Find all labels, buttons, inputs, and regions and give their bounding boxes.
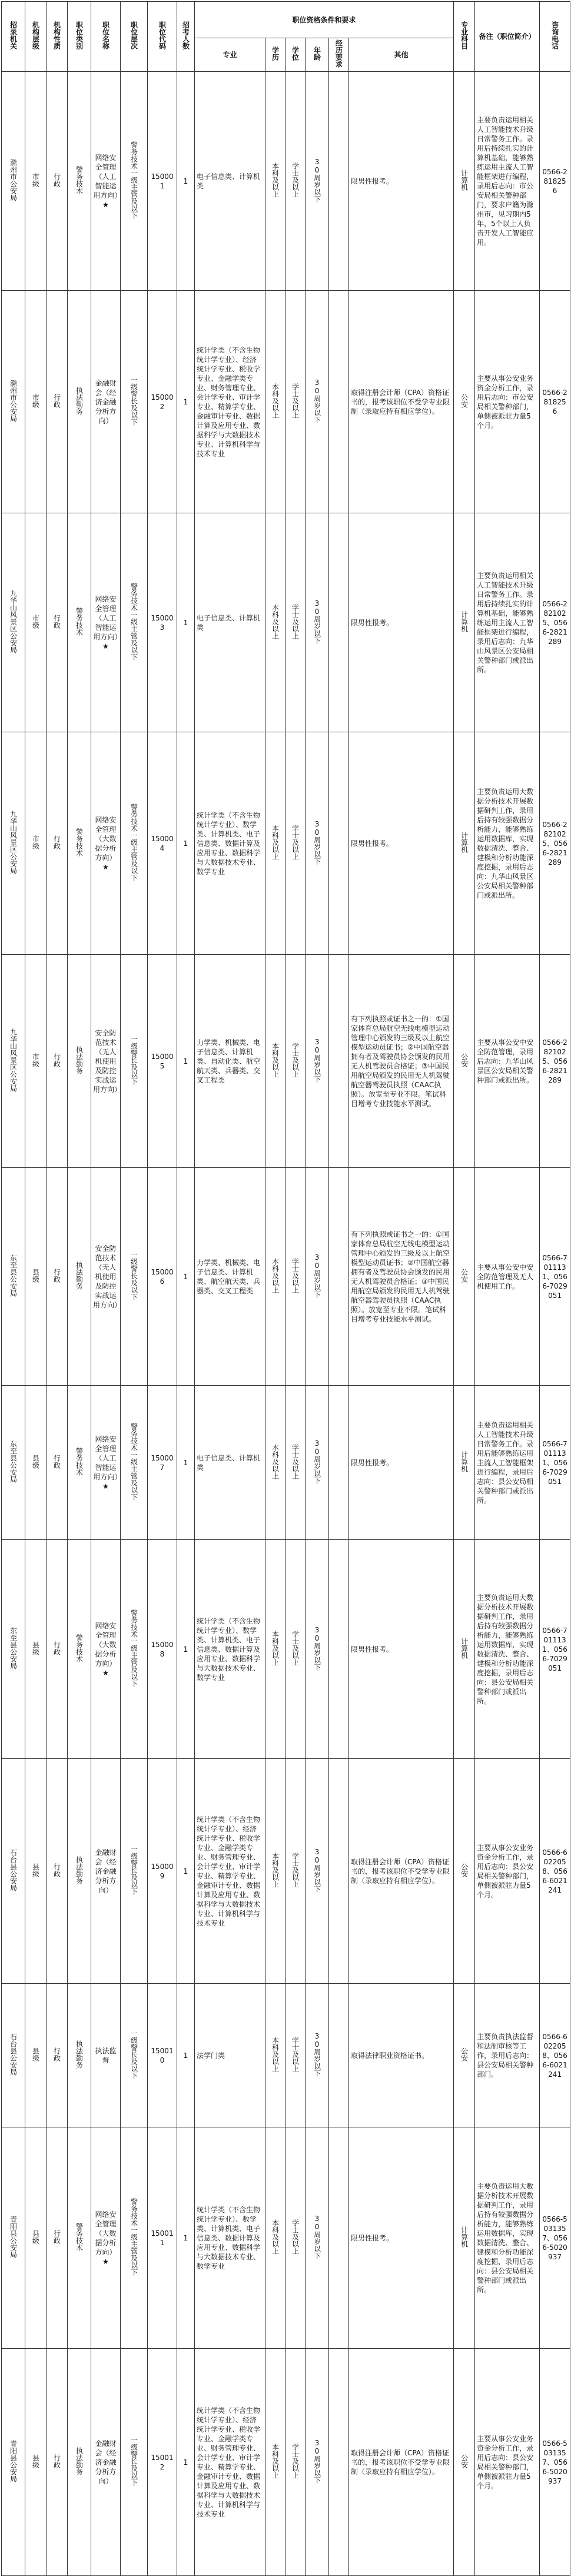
cell-age: 30周岁以下	[306, 1540, 329, 1759]
cell-name: 金融财会（经济金融分析方向）	[91, 1759, 121, 1984]
table-row	[2, 1386, 570, 1540]
cell-exam: 计算机	[454, 732, 475, 955]
cell-remarks: 主要从事公安业务资金分析工作，录用后志向：县公安局相关警种部门，单侧被派驻力量5个月。	[475, 1759, 540, 1984]
cell-position-level: 警务技术一级主管及以下	[121, 2127, 148, 2349]
cell-type: 警务技术	[68, 513, 91, 732]
header-position-name: 职位名称	[91, 2, 121, 72]
cell-other: 限男性报考。	[349, 1386, 454, 1540]
header-age: 年龄	[306, 38, 329, 72]
cell-count: 1	[177, 955, 195, 1168]
cell-count: 1	[177, 2349, 195, 2576]
cell-remarks: 主要从事公安业务资金分析工作，录用后志向：市公安局相关警种部门，单侧被派驻力量5个月。	[475, 291, 540, 513]
cell-exam: 公安	[454, 1759, 475, 1984]
cell-education: 本科及以上	[265, 2127, 286, 2349]
cell-degree: 学士及以上	[286, 1168, 306, 1386]
table-row	[2, 513, 570, 732]
cell-education: 本科及以上	[265, 513, 286, 732]
cell-remarks: 主要从事公安业务资金分析工作，录用后志向：县公安局相关警种部门，单侧被派驻力量5个月。	[475, 2349, 540, 2576]
cell-agency: 青阳县公安局	[2, 2127, 25, 2349]
cell-experience	[329, 513, 349, 732]
cell-agency: 九华山风景区公安局	[2, 513, 25, 732]
header-exam-subject: 专业科目	[454, 2, 475, 72]
cell-name: 网络安全管理（人工智能运用方向）★	[91, 1386, 121, 1540]
cell-type: 执法勤务	[68, 1984, 91, 2127]
cell-other: 限男性报考。	[349, 732, 454, 955]
cell-phone: 0566-6022058、0566-6021241	[540, 1759, 570, 1984]
cell-degree: 学士及以上	[286, 2127, 306, 2349]
cell-age: 30周岁以下	[306, 1759, 329, 1984]
cell-age: 30周岁以下	[306, 1386, 329, 1540]
cell-other: 取得注册会计师（CPA）资格证书的，报考该职位不受学专业限制（录取应持有相应学位）。	[349, 291, 454, 513]
cell-major: 力学类、机械类、电子信息类、计算机类、自动化类、航空航天类、兵器类、交叉工程类	[195, 955, 265, 1168]
cell-other: 限男性报考。	[349, 72, 454, 291]
cell-experience	[329, 955, 349, 1168]
cell-type: 警务技术	[68, 1540, 91, 1759]
cell-name: 网络安全管理（人工智能运用方向）★	[91, 513, 121, 732]
cell-count: 1	[177, 72, 195, 291]
cell-other: 限男性报考。	[349, 513, 454, 732]
cell-name: 金融财会（经济金融分析方向）	[91, 2349, 121, 2576]
cell-experience	[329, 1984, 349, 2127]
cell-agency: 滁州市公安局	[2, 291, 25, 513]
cell-age: 30周岁以下	[306, 72, 329, 291]
header-recruit-count: 招考人数	[177, 2, 195, 72]
cell-nature: 行政	[47, 2349, 68, 2576]
cell-type: 执法勤务	[68, 955, 91, 1168]
cell-type: 警务技术	[68, 732, 91, 955]
cell-other: 限男性报考。	[349, 2127, 454, 2349]
cell-remarks: 主要负责运用相关人工智能技术升级日常警务工作。录用后持续扎实的计算机基础，能够熟练运用主流人工智能框架进行编程，录用后志向：九华山风景区公安局相关警种部门或派出所。	[475, 513, 540, 732]
cell-level: 市级	[25, 955, 47, 1168]
cell-code: 150011	[148, 2127, 177, 2349]
cell-other: 取得注册会计师（CPA）资格证书的，报考该职位不受学专业限制（录取应持有相应学位）。	[349, 2349, 454, 2576]
cell-experience	[329, 291, 349, 513]
header-degree: 学位	[286, 38, 306, 72]
cell-phone: 0566-2821025、0566-2821289	[540, 732, 570, 955]
table-row	[2, 72, 570, 291]
cell-code: 150012	[148, 2349, 177, 2576]
cell-agency: 东至县公安局	[2, 1540, 25, 1759]
table-row	[2, 2127, 570, 2349]
cell-other: 取得法律职业资格证书。	[349, 1984, 454, 2127]
cell-exam: 计算机	[454, 1540, 475, 1759]
header-qualifications: 职位资格条件和要求	[195, 2, 454, 38]
cell-education: 本科及以上	[265, 732, 286, 955]
cell-exam: 公安	[454, 1984, 475, 2127]
cell-experience	[329, 732, 349, 955]
cell-count: 1	[177, 291, 195, 513]
header-position-level: 职位层次	[121, 2, 148, 72]
table-row	[2, 1168, 570, 1386]
cell-remarks: 主要负责运用相关人工智能技术升级日常警务工作。录用后持续扎实的计算机基础，能够熟练运用主流人工智能框架进行编程，录用后志向：市公安局相关警种部门，要求户籍为滁州市，见习期内5年，5个以上人负责开发人工智能应用。	[475, 72, 540, 291]
cell-agency: 石台县公安局	[2, 1984, 25, 2127]
cell-position-level: 一级警长及以下	[121, 1168, 148, 1386]
cell-degree: 学士及以上	[286, 72, 306, 291]
cell-type: 警务技术	[68, 72, 91, 291]
cell-type: 执法勤务	[68, 1168, 91, 1386]
cell-nature: 行政	[47, 1540, 68, 1759]
cell-position-level: 一级警长及以下	[121, 1984, 148, 2127]
cell-position-level: 警务技术一级主管及以下	[121, 1386, 148, 1540]
cell-major: 统计学类（不含生物统计学专业）、数学类、计算机类、电子信息类、数据计算及应用专业、数据科学与大数据技术专业、数学专业	[195, 2127, 265, 2349]
cell-phone: 0566-2821025、0566-2821289	[540, 513, 570, 732]
cell-code: 150007	[148, 1386, 177, 1540]
cell-code: 150009	[148, 1759, 177, 1984]
cell-major: 电子信息类、计算机类	[195, 513, 265, 732]
header-experience: 经历要求	[329, 38, 349, 72]
cell-major: 电子信息类、计算机类	[195, 1386, 265, 1540]
cell-level: 市级	[25, 732, 47, 955]
cell-name: 网络安全管理（大数据分析方向）★	[91, 1540, 121, 1759]
cell-education: 本科及以上	[265, 1984, 286, 2127]
cell-name: 执法监督	[91, 1984, 121, 2127]
cell-nature: 行政	[47, 1168, 68, 1386]
cell-other: 有下列执照或证书之一的：①国家体育总局航空无线电模型运动管理中心颁发的三级及以上航空模型运动员证书；②中国航空器拥有者及驾驶员协会颁发的民用无人机驾驶员合格证；③中国民用航空局颁发的民用无人机驾驶航空器驾驶员执照（CAAC执照）。放宽至专业不限。笔试科目增考专业技能水平测试。	[349, 1168, 454, 1386]
cell-exam: 公安	[454, 955, 475, 1168]
cell-type: 执法勤务	[68, 291, 91, 513]
cell-phone: 0566-6022058、0566-6021241	[540, 1984, 570, 2127]
cell-position-level: 一级警长及以下	[121, 955, 148, 1168]
cell-agency: 滁州市公安局	[2, 72, 25, 291]
cell-type: 警务技术	[68, 2127, 91, 2349]
cell-position-level: 一级警长及以下	[121, 291, 148, 513]
cell-level: 县级	[25, 1540, 47, 1759]
cell-experience	[329, 72, 349, 291]
cell-phone: 0566-7011131、0566-7029051	[540, 1168, 570, 1386]
cell-name: 网络安全管理（人工智能运用方向）★	[91, 72, 121, 291]
table-row	[2, 291, 570, 513]
cell-count: 1	[177, 1386, 195, 1540]
cell-degree: 学士及以上	[286, 1386, 306, 1540]
cell-name: 网络安全管理（大数据分析方向）★	[91, 2127, 121, 2349]
cell-major: 电子信息类、计算机类	[195, 72, 265, 291]
cell-code: 150006	[148, 1168, 177, 1386]
cell-type: 警务技术	[68, 1386, 91, 1540]
cell-age: 30周岁以下	[306, 513, 329, 732]
cell-phone: 0566-5031357、0566-5020937	[540, 2127, 570, 2349]
cell-agency: 九华山风景区公安局	[2, 732, 25, 955]
cell-exam: 公安	[454, 1168, 475, 1386]
cell-remarks: 主要负责运用相关人工智能技术升级日常警务工作。录用后能够熟练运用主流人工智能框架进行编程，录用后志向：县公安局相关警种部门或派出所。	[475, 1386, 540, 1540]
cell-level: 县级	[25, 1984, 47, 2127]
cell-education: 本科及以上	[265, 72, 286, 291]
cell-agency: 青阳县公安局	[2, 2349, 25, 2576]
cell-exam: 公安	[454, 2349, 475, 2576]
cell-remarks: 主要从事公安中安全防范管理，录用后志向：九华山风景区公安局相关警种部门或派出所。	[475, 955, 540, 1168]
cell-major: 统计学类（不含生物统计学专业）、数学类、计算机类、电子信息类、数据计算及应用专业、数据科学与大数据技术专业、数学专业	[195, 1540, 265, 1759]
cell-level: 县级	[25, 1386, 47, 1540]
cell-experience	[329, 1168, 349, 1386]
cell-other: 有下列执照或证书之一的：①国家体育总局航空无线电模型运动管理中心颁发的三级及以上航空模型运动员证书；②中国航空器拥有者及驾驶员协会颁发的民用无人机驾驶员合格证；③中国民用航空局颁发的民用无人机驾驶航空器驾驶员执照（CAAC执照）。放宽至专业不限。笔试科目增考专业技能水平测试。	[349, 955, 454, 1168]
cell-degree: 学士及以上	[286, 291, 306, 513]
cell-phone: 0566-2821025、0566-2821289	[540, 955, 570, 1168]
cell-phone: 0566-7011131、0566-7029051	[540, 1386, 570, 1540]
cell-agency: 石台县公安局	[2, 1759, 25, 1984]
table-body	[2, 72, 570, 2576]
cell-experience	[329, 1540, 349, 1759]
cell-exam: 计算机	[454, 1386, 475, 1540]
cell-exam: 计算机	[454, 513, 475, 732]
cell-age: 30周岁以下	[306, 2349, 329, 2576]
cell-remarks: 主要负责运用大数据分析技术开展数据研判工作，录用后持有较强数据分析能力，能够熟练运用数据库，实现数据清洗、整合、建模和分析功能深度挖掘，录用后志向：九华山风景区公安局相关警种部门或派出所。	[475, 732, 540, 955]
cell-experience	[329, 1386, 349, 1540]
cell-remarks: 主要从事公安中安全防范管理及无人机使用工作。	[475, 1168, 540, 1386]
cell-level: 市级	[25, 291, 47, 513]
cell-position-level: 警务技术一级主管及以下	[121, 72, 148, 291]
cell-level: 市级	[25, 513, 47, 732]
cell-remarks: 主要负责运用大数据分析技术开展数据研判工作，录用后持有较强数据分析能力，能够熟练运用数据库，实现数据清洗、整合、建模和分析功能深度挖掘，录用后志向：县公安局相关警种部门或派出所。	[475, 1540, 540, 1759]
cell-level: 县级	[25, 1168, 47, 1386]
cell-exam: 公安	[454, 291, 475, 513]
cell-name: 安全防范技术（无人机使用及防控实战运用方向）	[91, 955, 121, 1168]
cell-count: 1	[177, 1759, 195, 1984]
header-remarks: 备注（职位简介）	[475, 2, 540, 72]
table-row	[2, 1984, 570, 2127]
cell-nature: 行政	[47, 513, 68, 732]
cell-major: 法学门类	[195, 1984, 265, 2127]
cell-code: 150001	[148, 72, 177, 291]
cell-experience	[329, 1759, 349, 1984]
cell-type: 执法勤务	[68, 1759, 91, 1984]
cell-major: 统计学类（不含生物统计学专业）、经济统计学专业、税收学专业、金融学类专业、财务管理专业、会计学专业、审计学专业、精算学专业、金融审计专业、数据计算及应用专业、数据科学与大数据技术专业、计算机科学与技术专业	[195, 1759, 265, 1984]
cell-age: 30周岁以下	[306, 732, 329, 955]
cell-position-level: 一级警长及以下	[121, 1759, 148, 1984]
cell-nature: 行政	[47, 72, 68, 291]
cell-phone: 0566-2818256	[540, 291, 570, 513]
cell-type: 执法勤务	[68, 2349, 91, 2576]
cell-code: 150004	[148, 732, 177, 955]
cell-other: 限男性报考。	[349, 1540, 454, 1759]
header-row-1	[2, 2, 570, 38]
cell-remarks: 主要负责执法监督和法制审核等工作，录用后志向：县公安局相关警种部门。	[475, 1984, 540, 2127]
cell-level: 县级	[25, 2127, 47, 2349]
cell-age: 30周岁以下	[306, 955, 329, 1168]
cell-exam: 计算机	[454, 72, 475, 291]
cell-phone: 0566-7011131、0566-7029051	[540, 1540, 570, 1759]
cell-major: 统计学类（不含生物统计学专业）、经济统计学专业、税收学专业、金融学类专业、财务管理专业、会计学专业、审计学专业、精算学专业、金融审计专业、数据计算及应用专业、数据科学与大数据技术专业、计算机科学与技术专业	[195, 291, 265, 513]
cell-education: 本科及以上	[265, 1540, 286, 1759]
cell-degree: 学士及以上	[286, 1984, 306, 2127]
cell-age: 30周岁以下	[306, 291, 329, 513]
cell-count: 1	[177, 1984, 195, 2127]
cell-nature: 行政	[47, 1759, 68, 1984]
cell-position-level: 一级警长及以下	[121, 2349, 148, 2576]
cell-major: 统计学类（不含生物统计学专业）、数学类、计算机类、电子信息类、数据计算及应用专业、数据科学与大数据技术专业、数学专业	[195, 732, 265, 955]
cell-degree: 学士及以上	[286, 1759, 306, 1984]
cell-education: 本科及以上	[265, 955, 286, 1168]
cell-phone: 0566-2818256	[540, 72, 570, 291]
cell-remarks: 主要负责运用大数据分析技术开展数据研判工作，录用后持有较强数据分析能力，能够熟练运用数据库，实现数据清洗、整合、建模和分析功能深度挖掘，录用后志向：县公安局相关警种部门或派出所。	[475, 2127, 540, 2349]
header-position-type: 职位类别	[68, 2, 91, 72]
header-other: 其他	[349, 38, 454, 72]
cell-other: 取得注册会计师（CPA）资格证书的，报考该职位不受学专业限制（录取应持有相应学位）。	[349, 1759, 454, 1984]
cell-age: 30周岁以下	[306, 1168, 329, 1386]
cell-education: 本科及以上	[265, 1168, 286, 1386]
cell-name: 金融财会（经济金融分析方向）	[91, 291, 121, 513]
table-row	[2, 955, 570, 1168]
table-row	[2, 1759, 570, 1984]
header-phone: 咨询电话	[540, 2, 570, 72]
cell-level: 县级	[25, 2349, 47, 2576]
header-agency-nature: 机构性质	[47, 2, 68, 72]
cell-nature: 行政	[47, 1386, 68, 1540]
cell-education: 本科及以上	[265, 291, 286, 513]
cell-position-level: 警务技术一级主管及以下	[121, 1540, 148, 1759]
cell-position-level: 警务技术一级主管及以下	[121, 513, 148, 732]
recruitment-table	[1, 1, 570, 2576]
table-row	[2, 2349, 570, 2576]
table-row	[2, 1540, 570, 1759]
cell-age: 30周岁以下	[306, 1984, 329, 2127]
cell-phone: 0566-5031357、0566-5020937	[540, 2349, 570, 2576]
cell-exam: 计算机	[454, 2127, 475, 2349]
cell-nature: 行政	[47, 291, 68, 513]
cell-major: 统计学类（不含生物统计学专业）、经济统计学专业、税收学专业、金融学类专业、财务管理专业、会计学专业、审计学专业、精算学专业、金融审计专业、数据计算及应用专业、数据科学与大数据技术专业、计算机科学与技术专业	[195, 2349, 265, 2576]
cell-count: 1	[177, 1168, 195, 1386]
cell-count: 1	[177, 513, 195, 732]
cell-level: 县级	[25, 1759, 47, 1984]
cell-nature: 行政	[47, 1984, 68, 2127]
header-education: 学历	[265, 38, 286, 72]
cell-count: 1	[177, 1540, 195, 1759]
cell-code: 150008	[148, 1540, 177, 1759]
cell-count: 1	[177, 2127, 195, 2349]
cell-degree: 学士及以上	[286, 2349, 306, 2576]
cell-agency: 九华山风景区公安局	[2, 955, 25, 1168]
cell-degree: 学士及以上	[286, 1540, 306, 1759]
cell-experience	[329, 2349, 349, 2576]
cell-degree: 学士及以上	[286, 732, 306, 955]
cell-code: 150005	[148, 955, 177, 1168]
cell-code: 150010	[148, 1984, 177, 2127]
header-major: 专业	[195, 38, 265, 72]
cell-degree: 学士及以上	[286, 513, 306, 732]
table-row	[2, 732, 570, 955]
cell-agency: 东至县公安局	[2, 1386, 25, 1540]
cell-experience	[329, 2127, 349, 2349]
cell-agency: 东至县公安局	[2, 1168, 25, 1386]
header-recruit-agency: 招录机关	[2, 2, 25, 72]
cell-age: 30周岁以下	[306, 2127, 329, 2349]
header-agency-level: 机构层级	[25, 2, 47, 72]
cell-nature: 行政	[47, 2127, 68, 2349]
header-position-code: 职位代码	[148, 2, 177, 72]
cell-education: 本科及以上	[265, 1386, 286, 1540]
cell-education: 本科及以上	[265, 2349, 286, 2576]
cell-name: 网络安全管理（大数据分析方向）★	[91, 732, 121, 955]
cell-nature: 行政	[47, 732, 68, 955]
cell-name: 安全防范技术（无人机使用及防控实战运用方向）	[91, 1168, 121, 1386]
cell-nature: 行政	[47, 955, 68, 1168]
cell-count: 1	[177, 732, 195, 955]
cell-degree: 学士及以上	[286, 955, 306, 1168]
cell-education: 本科及以上	[265, 1759, 286, 1984]
cell-level: 市级	[25, 72, 47, 291]
cell-code: 150003	[148, 513, 177, 732]
cell-position-level: 警务技术一级主管及以下	[121, 732, 148, 955]
cell-code: 150002	[148, 291, 177, 513]
cell-major: 力学类、机械类、电子信息类、计算机类、航空航天类、兵器类、交叉工程类	[195, 1168, 265, 1386]
